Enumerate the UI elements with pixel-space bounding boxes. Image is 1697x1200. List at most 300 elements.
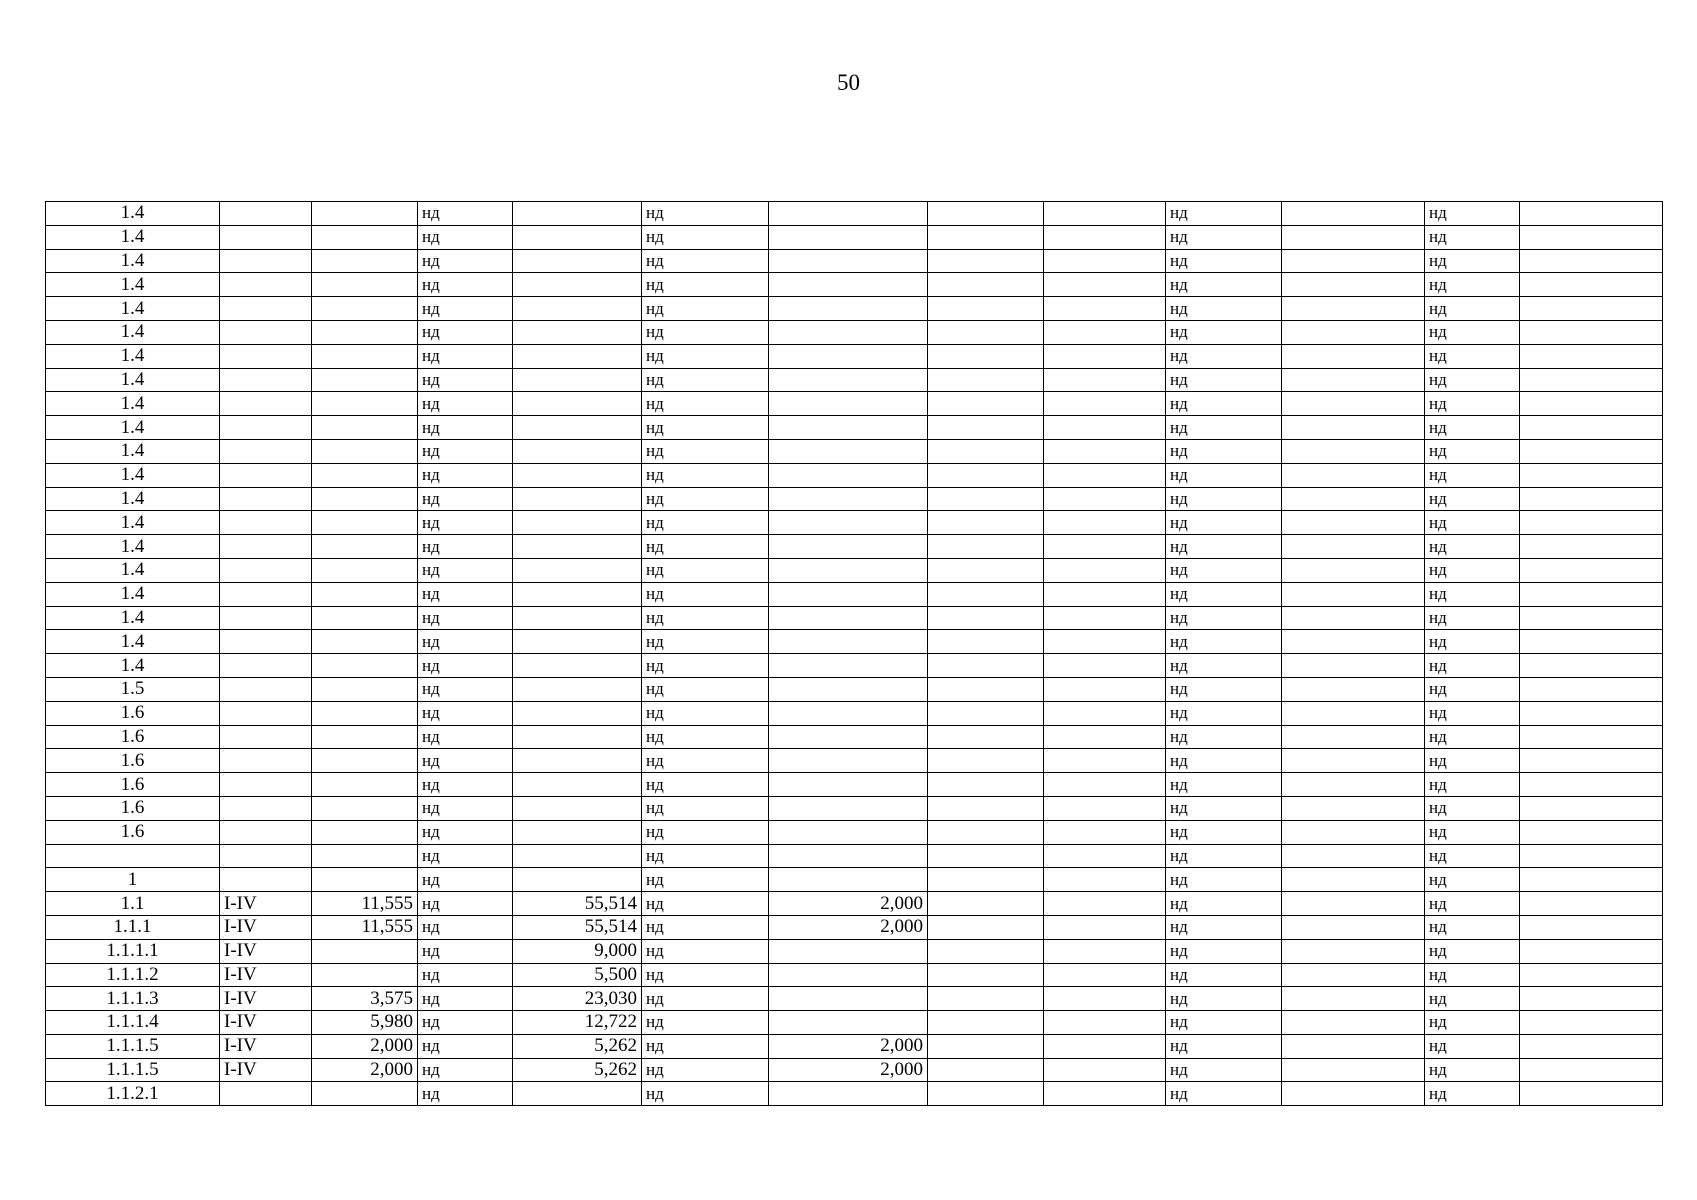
cell-blank-c — [1282, 273, 1425, 297]
cell-item-code: 1.1.1 — [46, 915, 220, 939]
cell-blank-a — [928, 915, 1044, 939]
cell-status-c: нд — [1166, 344, 1282, 368]
cell-blank-d — [1520, 749, 1663, 773]
cell-value-c — [769, 582, 928, 606]
cell-status-c: нд — [1166, 368, 1282, 392]
cell-value-a — [312, 558, 418, 582]
cell-status-d: нд — [1425, 463, 1520, 487]
cell-value-b — [513, 1082, 642, 1106]
cell-category — [220, 320, 312, 344]
table-row — [46, 297, 1663, 321]
cell-item-code: 1.4 — [46, 535, 220, 559]
cell-item-code: 1.4 — [46, 368, 220, 392]
cell-value-b — [513, 249, 642, 273]
cell-blank-b — [1044, 249, 1166, 273]
cell-value-c: 2,000 — [769, 915, 928, 939]
table-row — [46, 344, 1663, 368]
cell-blank-a — [928, 749, 1044, 773]
cell-blank-d — [1520, 439, 1663, 463]
cell-item-code: 1.4 — [46, 439, 220, 463]
cell-blank-d — [1520, 796, 1663, 820]
cell-status-a: нд — [418, 987, 513, 1011]
cell-blank-d — [1520, 558, 1663, 582]
cell-status-c: нд — [1166, 439, 1282, 463]
cell-value-a — [312, 368, 418, 392]
cell-category — [220, 249, 312, 273]
cell-category — [220, 606, 312, 630]
cell-status-a: нд — [418, 487, 513, 511]
table-row — [46, 820, 1663, 844]
cell-blank-b — [1044, 202, 1166, 226]
cell-value-b — [513, 392, 642, 416]
cell-value-b — [513, 868, 642, 892]
cell-value-b: 5,500 — [513, 963, 642, 987]
cell-status-a: нд — [418, 820, 513, 844]
cell-blank-a — [928, 273, 1044, 297]
cell-value-a — [312, 582, 418, 606]
cell-status-c: нд — [1166, 558, 1282, 582]
cell-status-d: нд — [1425, 202, 1520, 226]
cell-blank-c — [1282, 487, 1425, 511]
table-row — [46, 630, 1663, 654]
cell-blank-a — [928, 1058, 1044, 1082]
cell-status-b: нд — [642, 511, 769, 535]
cell-value-c — [769, 820, 928, 844]
table-row — [46, 511, 1663, 535]
cell-status-a: нд — [418, 868, 513, 892]
cell-status-b: нд — [642, 320, 769, 344]
cell-value-b: 5,262 — [513, 1058, 642, 1082]
cell-value-c — [769, 487, 928, 511]
cell-value-c — [769, 202, 928, 226]
cell-value-b — [513, 202, 642, 226]
cell-status-d: нд — [1425, 416, 1520, 440]
cell-blank-b — [1044, 558, 1166, 582]
cell-item-code: 1.4 — [46, 630, 220, 654]
cell-status-a: нд — [418, 297, 513, 321]
cell-status-c: нд — [1166, 297, 1282, 321]
cell-blank-b — [1044, 749, 1166, 773]
cell-status-d: нд — [1425, 844, 1520, 868]
cell-blank-d — [1520, 368, 1663, 392]
cell-status-a: нд — [418, 725, 513, 749]
table-row — [46, 273, 1663, 297]
cell-value-b — [513, 630, 642, 654]
cell-status-b: нд — [642, 273, 769, 297]
cell-blank-d — [1520, 1082, 1663, 1106]
cell-value-b — [513, 677, 642, 701]
cell-status-a: нд — [418, 439, 513, 463]
cell-value-c — [769, 225, 928, 249]
cell-value-a — [312, 273, 418, 297]
cell-status-d: нд — [1425, 892, 1520, 916]
cell-value-c: 2,000 — [769, 892, 928, 916]
cell-blank-b — [1044, 582, 1166, 606]
cell-category — [220, 487, 312, 511]
cell-blank-c — [1282, 939, 1425, 963]
cell-status-c: нд — [1166, 868, 1282, 892]
cell-value-b — [513, 606, 642, 630]
cell-status-a: нд — [418, 892, 513, 916]
cell-value-b — [513, 273, 642, 297]
cell-status-c: нд — [1166, 630, 1282, 654]
cell-status-c: нд — [1166, 511, 1282, 535]
cell-value-a: 2,000 — [312, 1058, 418, 1082]
cell-status-c: нд — [1166, 915, 1282, 939]
table-row — [46, 320, 1663, 344]
cell-status-b: нд — [642, 297, 769, 321]
cell-value-a — [312, 630, 418, 654]
cell-status-b: нд — [642, 202, 769, 226]
cell-category — [220, 582, 312, 606]
cell-status-d: нд — [1425, 1082, 1520, 1106]
cell-status-d: нд — [1425, 249, 1520, 273]
cell-value-a — [312, 606, 418, 630]
cell-value-c — [769, 511, 928, 535]
cell-value-b — [513, 416, 642, 440]
cell-status-c: нд — [1166, 725, 1282, 749]
cell-item-code: 1.4 — [46, 344, 220, 368]
cell-blank-c — [1282, 749, 1425, 773]
cell-blank-a — [928, 463, 1044, 487]
cell-value-b: 9,000 — [513, 939, 642, 963]
cell-blank-d — [1520, 630, 1663, 654]
cell-blank-a — [928, 416, 1044, 440]
cell-blank-c — [1282, 677, 1425, 701]
cell-category — [220, 392, 312, 416]
table-row — [46, 1058, 1663, 1082]
cell-status-b: нд — [642, 987, 769, 1011]
cell-status-c: нд — [1166, 1034, 1282, 1058]
cell-status-d: нд — [1425, 273, 1520, 297]
cell-status-d: нд — [1425, 701, 1520, 725]
cell-status-b: нд — [642, 249, 769, 273]
cell-value-a — [312, 701, 418, 725]
cell-value-b: 55,514 — [513, 892, 642, 916]
cell-value-a: 2,000 — [312, 1034, 418, 1058]
data-table — [45, 201, 1663, 1106]
cell-blank-d — [1520, 297, 1663, 321]
table-row — [46, 654, 1663, 678]
table-row — [46, 582, 1663, 606]
cell-value-c — [769, 344, 928, 368]
cell-category — [220, 1082, 312, 1106]
cell-blank-b — [1044, 1058, 1166, 1082]
cell-value-b — [513, 820, 642, 844]
cell-status-c: нд — [1166, 202, 1282, 226]
cell-status-c: нд — [1166, 320, 1282, 344]
cell-value-b — [513, 796, 642, 820]
cell-value-c — [769, 701, 928, 725]
cell-blank-a — [928, 1011, 1044, 1035]
cell-blank-c — [1282, 1082, 1425, 1106]
cell-blank-a — [928, 773, 1044, 797]
cell-status-a: нд — [418, 677, 513, 701]
cell-value-a — [312, 820, 418, 844]
cell-status-a: нд — [418, 1058, 513, 1082]
cell-value-b — [513, 487, 642, 511]
cell-value-c — [769, 939, 928, 963]
cell-status-b: нд — [642, 1011, 769, 1035]
cell-value-a — [312, 202, 418, 226]
cell-status-a: нд — [418, 939, 513, 963]
cell-item-code: 1.4 — [46, 297, 220, 321]
cell-category — [220, 439, 312, 463]
table-row — [46, 487, 1663, 511]
cell-blank-b — [1044, 963, 1166, 987]
cell-category — [220, 773, 312, 797]
cell-value-b — [513, 773, 642, 797]
cell-blank-a — [928, 796, 1044, 820]
cell-status-a: нд — [418, 796, 513, 820]
cell-value-c — [769, 630, 928, 654]
cell-category — [220, 868, 312, 892]
cell-item-code: 1.1.1.1 — [46, 939, 220, 963]
cell-value-a — [312, 535, 418, 559]
cell-status-c: нд — [1166, 939, 1282, 963]
cell-status-c: нд — [1166, 820, 1282, 844]
cell-blank-d — [1520, 963, 1663, 987]
cell-value-c — [769, 249, 928, 273]
cell-value-a — [312, 225, 418, 249]
cell-status-d: нд — [1425, 487, 1520, 511]
cell-status-a: нд — [418, 225, 513, 249]
cell-blank-b — [1044, 820, 1166, 844]
cell-blank-b — [1044, 487, 1166, 511]
cell-value-b: 55,514 — [513, 915, 642, 939]
cell-status-b: нд — [642, 1058, 769, 1082]
table-row — [46, 249, 1663, 273]
cell-status-a: нд — [418, 844, 513, 868]
cell-status-c: нд — [1166, 392, 1282, 416]
cell-value-a — [312, 1082, 418, 1106]
cell-status-b: нд — [642, 606, 769, 630]
cell-status-d: нд — [1425, 868, 1520, 892]
cell-status-c: нд — [1166, 1011, 1282, 1035]
cell-category — [220, 677, 312, 701]
cell-blank-d — [1520, 416, 1663, 440]
cell-status-b: нд — [642, 368, 769, 392]
cell-blank-c — [1282, 915, 1425, 939]
table-row — [46, 773, 1663, 797]
cell-blank-d — [1520, 868, 1663, 892]
cell-value-c — [769, 535, 928, 559]
cell-value-c — [769, 963, 928, 987]
cell-item-code: 1.4 — [46, 511, 220, 535]
cell-status-a: нд — [418, 749, 513, 773]
cell-blank-c — [1282, 630, 1425, 654]
cell-blank-a — [928, 582, 1044, 606]
cell-value-b — [513, 344, 642, 368]
cell-status-d: нд — [1425, 392, 1520, 416]
cell-blank-d — [1520, 701, 1663, 725]
table-row — [46, 535, 1663, 559]
cell-blank-d — [1520, 1034, 1663, 1058]
cell-value-b — [513, 701, 642, 725]
cell-blank-d — [1520, 392, 1663, 416]
cell-status-a: нд — [418, 416, 513, 440]
cell-blank-b — [1044, 416, 1166, 440]
cell-blank-a — [928, 820, 1044, 844]
cell-status-b: нд — [642, 630, 769, 654]
cell-category — [220, 654, 312, 678]
cell-status-b: нд — [642, 677, 769, 701]
cell-status-a: нд — [418, 1034, 513, 1058]
cell-status-a: нд — [418, 320, 513, 344]
cell-value-c — [769, 439, 928, 463]
table-row — [46, 701, 1663, 725]
cell-value-c — [769, 1082, 928, 1106]
cell-value-a — [312, 439, 418, 463]
cell-value-a — [312, 844, 418, 868]
cell-status-b: нд — [642, 463, 769, 487]
cell-status-d: нд — [1425, 297, 1520, 321]
cell-status-b: нд — [642, 773, 769, 797]
table-row — [46, 202, 1663, 226]
cell-status-d: нд — [1425, 1034, 1520, 1058]
cell-blank-d — [1520, 1011, 1663, 1035]
cell-item-code: 1.4 — [46, 416, 220, 440]
cell-blank-d — [1520, 273, 1663, 297]
cell-item-code — [46, 844, 220, 868]
cell-category — [220, 202, 312, 226]
cell-status-d: нд — [1425, 630, 1520, 654]
cell-blank-d — [1520, 225, 1663, 249]
cell-blank-c — [1282, 725, 1425, 749]
cell-value-a — [312, 511, 418, 535]
cell-status-b: нд — [642, 725, 769, 749]
cell-blank-a — [928, 987, 1044, 1011]
cell-value-a — [312, 963, 418, 987]
cell-blank-b — [1044, 654, 1166, 678]
cell-blank-b — [1044, 892, 1166, 916]
cell-category: I-IV — [220, 892, 312, 916]
cell-status-a: нд — [418, 249, 513, 273]
cell-blank-a — [928, 368, 1044, 392]
cell-blank-b — [1044, 297, 1166, 321]
cell-status-c: нд — [1166, 225, 1282, 249]
cell-value-b — [513, 368, 642, 392]
cell-value-c — [769, 749, 928, 773]
cell-category: I-IV — [220, 1034, 312, 1058]
cell-item-code: 1.4 — [46, 392, 220, 416]
table-row — [46, 439, 1663, 463]
cell-status-b: нд — [642, 844, 769, 868]
cell-status-c: нд — [1166, 892, 1282, 916]
cell-value-b — [513, 654, 642, 678]
cell-blank-c — [1282, 868, 1425, 892]
cell-blank-c — [1282, 439, 1425, 463]
cell-value-c — [769, 796, 928, 820]
cell-item-code: 1.4 — [46, 202, 220, 226]
cell-category — [220, 463, 312, 487]
cell-status-c: нд — [1166, 535, 1282, 559]
cell-blank-b — [1044, 225, 1166, 249]
cell-value-a — [312, 654, 418, 678]
cell-status-d: нд — [1425, 1058, 1520, 1082]
cell-status-d: нд — [1425, 749, 1520, 773]
cell-category — [220, 701, 312, 725]
cell-item-code: 1.4 — [46, 463, 220, 487]
cell-blank-d — [1520, 987, 1663, 1011]
cell-value-c — [769, 654, 928, 678]
cell-blank-d — [1520, 844, 1663, 868]
cell-status-d: нд — [1425, 939, 1520, 963]
cell-status-c: нд — [1166, 273, 1282, 297]
cell-value-b — [513, 844, 642, 868]
cell-value-a — [312, 677, 418, 701]
cell-value-c — [769, 463, 928, 487]
cell-value-c — [769, 677, 928, 701]
cell-value-a — [312, 725, 418, 749]
cell-value-a — [312, 416, 418, 440]
cell-blank-b — [1044, 511, 1166, 535]
cell-blank-a — [928, 654, 1044, 678]
cell-status-d: нд — [1425, 344, 1520, 368]
cell-status-b: нд — [642, 416, 769, 440]
table-row — [46, 677, 1663, 701]
cell-status-d: нд — [1425, 368, 1520, 392]
cell-blank-c — [1282, 844, 1425, 868]
table-row — [46, 749, 1663, 773]
table-row — [46, 868, 1663, 892]
cell-blank-d — [1520, 582, 1663, 606]
cell-value-b: 12,722 — [513, 1011, 642, 1035]
cell-status-d: нд — [1425, 1011, 1520, 1035]
table-row — [46, 368, 1663, 392]
cell-status-c: нд — [1166, 677, 1282, 701]
cell-status-b: нд — [642, 963, 769, 987]
cell-blank-b — [1044, 344, 1166, 368]
cell-status-c: нд — [1166, 487, 1282, 511]
cell-blank-b — [1044, 677, 1166, 701]
cell-value-c — [769, 416, 928, 440]
cell-status-a: нд — [418, 1082, 513, 1106]
table-row — [46, 915, 1663, 939]
cell-item-code: 1.1 — [46, 892, 220, 916]
cell-status-d: нд — [1425, 582, 1520, 606]
cell-value-a: 3,575 — [312, 987, 418, 1011]
cell-category — [220, 225, 312, 249]
cell-item-code: 1.6 — [46, 796, 220, 820]
cell-value-b — [513, 439, 642, 463]
cell-value-c — [769, 392, 928, 416]
cell-status-d: нд — [1425, 535, 1520, 559]
cell-status-d: нд — [1425, 225, 1520, 249]
cell-blank-c — [1282, 1034, 1425, 1058]
cell-value-c — [769, 606, 928, 630]
cell-value-b: 5,262 — [513, 1034, 642, 1058]
table-row — [46, 844, 1663, 868]
cell-item-code: 1.6 — [46, 820, 220, 844]
cell-blank-a — [928, 701, 1044, 725]
cell-blank-a — [928, 677, 1044, 701]
cell-blank-c — [1282, 1011, 1425, 1035]
cell-item-code: 1.4 — [46, 654, 220, 678]
cell-value-a — [312, 749, 418, 773]
cell-category — [220, 416, 312, 440]
cell-blank-d — [1520, 320, 1663, 344]
table-row — [46, 606, 1663, 630]
cell-blank-c — [1282, 320, 1425, 344]
cell-value-a: 11,555 — [312, 892, 418, 916]
cell-blank-b — [1044, 915, 1166, 939]
cell-status-c: нд — [1166, 416, 1282, 440]
cell-status-a: нд — [418, 392, 513, 416]
cell-blank-c — [1282, 535, 1425, 559]
cell-item-code: 1.1.2.1 — [46, 1082, 220, 1106]
cell-item-code: 1.4 — [46, 273, 220, 297]
